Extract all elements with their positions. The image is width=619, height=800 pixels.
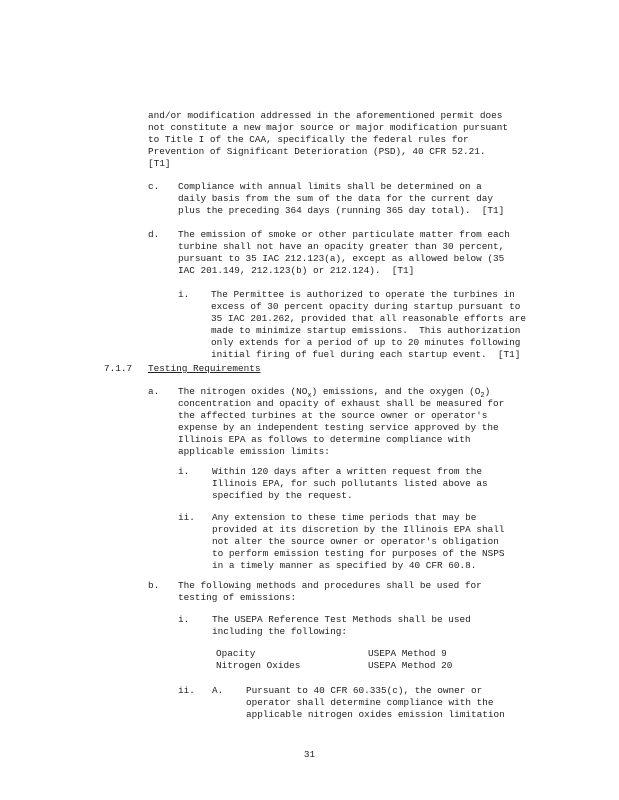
subitem-label-a-ii: ii. — [178, 512, 195, 523]
paragraph-b — [178, 580, 482, 604]
text-line: only extends for a period of up to 20 minutes following — [211, 337, 521, 348]
item-label-c: c. — [148, 181, 160, 192]
item-label-d: d. — [148, 229, 160, 240]
text-line: The Permittee is authorized to operate the turbines in — [211, 289, 515, 300]
text-line: 35 IAC 201.262, provided that all reasonable efforts are — [211, 313, 527, 324]
text-fragment: The nitrogen oxides (NO — [178, 386, 308, 397]
section-number: 7.1.7 — [104, 363, 133, 374]
text-line: not alter the source owner or operator's obligation — [212, 536, 499, 547]
text-line: and/or modification addressed in the aforementioned permit does — [148, 110, 503, 121]
text-line: Illinois EPA as follows to determine compliance with — [178, 434, 471, 445]
table-row — [216, 660, 516, 672]
text-line: testing of emissions: — [178, 592, 297, 603]
item-label-b: b. — [148, 580, 160, 591]
text-line: to Title I of the CAA, specifically the federal rules for — [148, 134, 469, 145]
text-line: applicable emission limits: — [178, 446, 330, 457]
text-line: The following methods and procedures shall be used for — [178, 580, 482, 591]
text-line: in a timely manner as specified by 40 CFR 60.8. — [212, 560, 477, 571]
text-line: to perform emission testing for purposes of the NSPS — [212, 548, 505, 559]
pollutant-cell: Opacity — [216, 648, 256, 659]
text-line: including the following: — [212, 626, 348, 637]
method-cell: USEPA Method 20 — [368, 660, 453, 671]
paragraph-a-i — [212, 466, 488, 502]
subscript-x: x — [307, 391, 312, 400]
text-line: applicable nitrogen oxides emission limitation — [246, 709, 505, 720]
text-line: provided at its discretion by the Illinois EPA shall — [212, 524, 505, 535]
subitem-label-b-ii-A: A. — [212, 685, 224, 696]
paragraph-b-ii-A — [246, 685, 505, 721]
subitem-label-b-ii: ii. — [178, 685, 195, 696]
text-line: specified by the request. — [212, 490, 353, 501]
page-number: 31 — [303, 749, 316, 760]
paragraph-a-ii — [212, 512, 505, 572]
text-fragment: ) — [484, 386, 491, 397]
item-label-a: a. — [148, 386, 160, 397]
text-line: The emission of smoke or other particulate matter from each — [178, 229, 510, 240]
subitem-label-a-i: i. — [178, 466, 190, 477]
text-line: Prevention of Significant Deterioration (PSD), 40 CFR 52.21. — [148, 146, 486, 157]
intro-paragraph — [148, 110, 508, 170]
text-line: Pursuant to 40 CFR 60.335(c), the owner or — [246, 685, 483, 696]
method-cell: USEPA Method 9 — [368, 648, 447, 659]
paragraph-d — [178, 229, 510, 277]
text-line: Compliance with annual limits shall be determined on a — [178, 181, 482, 192]
text-line: operator shall determine compliance with the — [246, 697, 494, 708]
text-line: Within 120 days after a written request from the — [212, 466, 483, 477]
text-line: initial firing of fuel during each startup event. [T1] — [211, 349, 521, 360]
paragraph-b-i — [212, 614, 471, 638]
table-row — [216, 648, 516, 660]
subscript-2: 2 — [480, 391, 485, 400]
text-line: The USEPA Reference Test Methods shall be used — [212, 614, 471, 625]
text-line-with-formulas — [178, 386, 504, 398]
text-line: IAC 201.149, 212.123(b) or 212.124). [T1] — [178, 265, 415, 276]
text-line: daily basis from the sum of the data for the current day — [178, 193, 494, 204]
paragraph-c — [178, 181, 504, 217]
text-line: excess of 30 percent opacity during startup pursuant to — [211, 301, 521, 312]
text-line: turbine shall not have an opacity greater than 30 percent, — [178, 241, 505, 252]
subitem-label-d-i: i. — [178, 289, 190, 300]
paragraph-a — [178, 386, 504, 458]
test-methods-table — [216, 648, 516, 672]
section-title: Testing Requirements — [148, 363, 261, 374]
subitem-label-b-i: i. — [178, 614, 190, 625]
text-fragment: ) emissions, and the oxygen (O — [311, 386, 481, 397]
text-line: plus the preceding 364 days (running 365 day total). [T1] — [178, 205, 505, 216]
text-line: [T1] — [148, 158, 171, 169]
paragraph-d-i — [211, 289, 526, 361]
text-line: the affected turbines at the source owner or operator's — [178, 410, 488, 421]
text-line: Any extension to these time periods that may be — [212, 512, 477, 523]
text-line: pursuant to 35 IAC 212.123(a), except as allowed below (35 — [178, 253, 505, 264]
text-line: not constitute a new major source or major modification pursuant — [148, 122, 509, 133]
text-line: expense by an independent testing service approved by the — [178, 422, 499, 433]
pollutant-cell: Nitrogen Oxides — [216, 660, 301, 671]
text-line: concentration and opacity of exhaust shall be measured for — [178, 398, 505, 409]
text-line: Illinois EPA, for such pollutants listed above as — [212, 478, 488, 489]
text-line: made to minimize startup emissions. This authorization — [211, 325, 521, 336]
